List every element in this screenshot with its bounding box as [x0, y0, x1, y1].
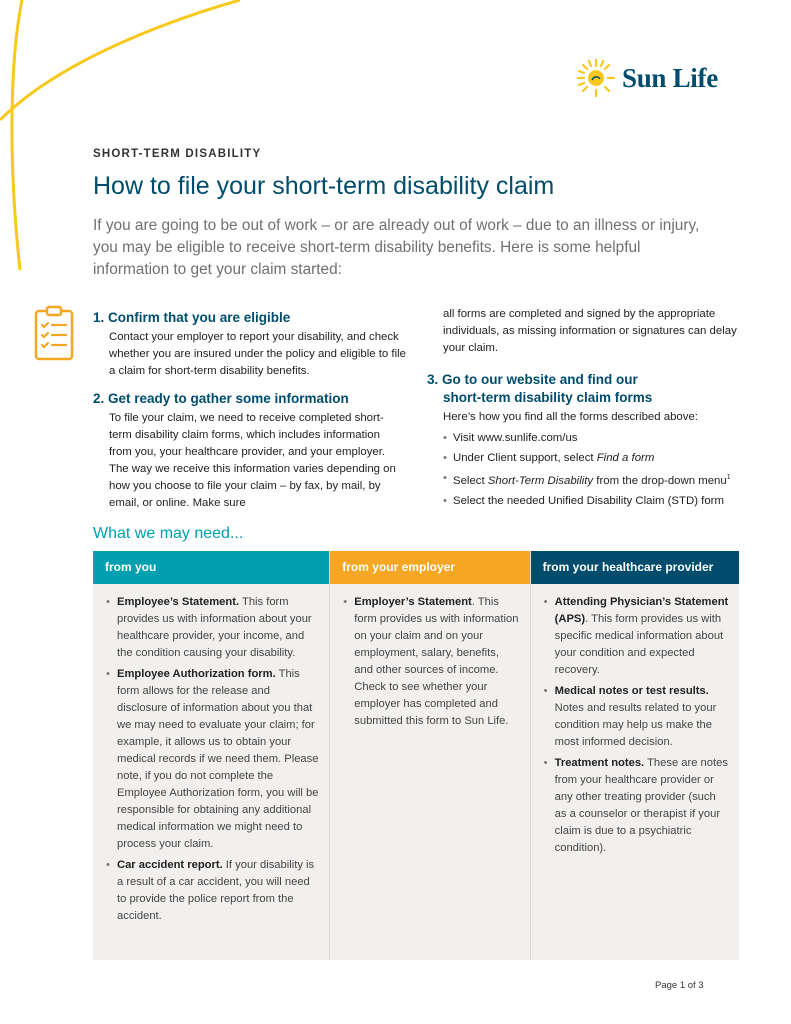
item-title: Car accident report.: [117, 859, 223, 871]
column-list: [531, 584, 739, 857]
list-item: [117, 594, 319, 662]
item-text: This form provides us with information about your healthcare provider, your income, and the condition causing your disability.: [117, 596, 312, 659]
requirements-table: [93, 551, 739, 960]
step-1: [93, 309, 413, 380]
bullet-text: Select: [453, 474, 488, 487]
step-3-heading-line1: 3. Go to our website and find our: [427, 372, 638, 387]
step-3-heading: [427, 371, 737, 407]
intro-paragraph: If you are going to be out of work – or are already out of work – due to an illness or injury, you may be eligible to receive short-term disability benefits. Here is some helpful information to get your claim started:: [93, 217, 700, 278]
step-2-text: To file your claim, we need to receive completed short-term disability claim forms, which includes information from you, your healthcare provider, and your employer. The way we receive this information varies depending on how you choose to file your claim – by fax, by mail, by email, or online. Make sure: [109, 412, 396, 509]
list-item: [117, 857, 319, 925]
what-we-need-heading: What we may need...: [93, 525, 244, 542]
logo-wordmark: Sun Life: [622, 62, 718, 93]
sun-icon: [576, 58, 616, 98]
list-item: [443, 430, 737, 446]
clipboard-checklist-icon: [34, 305, 74, 361]
list-item: [354, 594, 519, 730]
bullet-text: from the drop-down menu: [593, 474, 727, 487]
list-item: [117, 666, 319, 853]
item-text: Notes and results related to your condition may help us make the most informed decision.: [554, 702, 717, 748]
item-text: This form allows for the release and disclosure of information about you that we may need to evaluate your claim; for example, it allows us to obtain your medical records if we need them. Please note, if you do not complete the Employee Authorization form, you will be responsible for obtaining any additional medical information we might need to process your claim.: [117, 668, 319, 850]
list-item: [555, 594, 729, 679]
page-number: Page 1 of 3: [655, 980, 704, 991]
bullet-text: Visit www.sunlife.com/us: [453, 432, 578, 444]
column-header: from you: [93, 551, 329, 584]
item-text: . This form provides us with information on your claim and on your employment, salary, benefits, and other sources of income. Check to see whether your employer has completed and submitted this form to Sun Life.: [354, 596, 519, 727]
right-column: [427, 306, 737, 513]
bullet-text: Under Client support, select: [453, 452, 597, 464]
step-3-list: [427, 430, 737, 509]
list-item: [443, 450, 737, 466]
item-text: If your disability is a result of a car accident, you will need to provide the police report from the accident.: [117, 859, 315, 922]
list-item: [443, 470, 737, 489]
step-2-continued: all forms are completed and signed by the appropriate individuals, as missing information or signatures can delay your claim.: [443, 308, 737, 354]
item-title: Attending Physician’s Statement (APS): [554, 596, 729, 625]
page-title: How to file your short-term disability claim: [93, 172, 555, 200]
eyebrow-label: SHORT-TERM DISABILITY: [93, 148, 262, 160]
item-title: Treatment notes.: [554, 757, 645, 769]
step-3-lead: Here’s how you find all the forms described above:: [443, 411, 698, 423]
item-title: Employer’s Statement: [354, 596, 472, 608]
column-from-healthcare-provider: [531, 551, 739, 960]
list-item: [555, 755, 729, 857]
column-from-employer: [330, 551, 530, 960]
list-item: [443, 493, 737, 509]
step-2-heading: 2. Get ready to gather some information: [93, 391, 349, 406]
bullet-emphasis: Short-Term Disability: [487, 474, 594, 487]
item-text: These are notes from your healthcare provider or any other treating provider (such as a counselor or therapist if your claim is due to a psychiatric condition).: [554, 757, 728, 854]
item-title: Medical notes or test results.: [554, 685, 709, 697]
column-from-you: [93, 551, 330, 960]
item-title: Employee Authorization form.: [117, 668, 276, 680]
step-1-text: Contact your employer to report your disability, and check whether you are insured under the policy and eligible to file a claim for short-term disability benefits.: [109, 331, 406, 377]
column-header: from your healthcare provider: [531, 551, 739, 584]
step-3-heading-line2: short-term disability claim forms: [443, 390, 653, 405]
item-text: . This form provides us with specific medical information about your condition and expected recovery.: [554, 613, 724, 676]
step-1-heading: 1. Confirm that you are eligible: [93, 310, 291, 325]
bullet-text: Select the needed Unified Disability Claim (STD) form: [453, 494, 724, 507]
column-header: from your employer: [330, 551, 529, 584]
column-list: [330, 584, 529, 730]
column-list: [93, 584, 329, 925]
step-2: [93, 390, 403, 512]
bullet-emphasis: Find a form: [596, 452, 655, 464]
footnote-marker: 1: [726, 474, 731, 481]
sun-life-logo: [576, 58, 718, 98]
list-item: [555, 683, 729, 751]
item-title: Employee’s Statement.: [117, 596, 240, 608]
